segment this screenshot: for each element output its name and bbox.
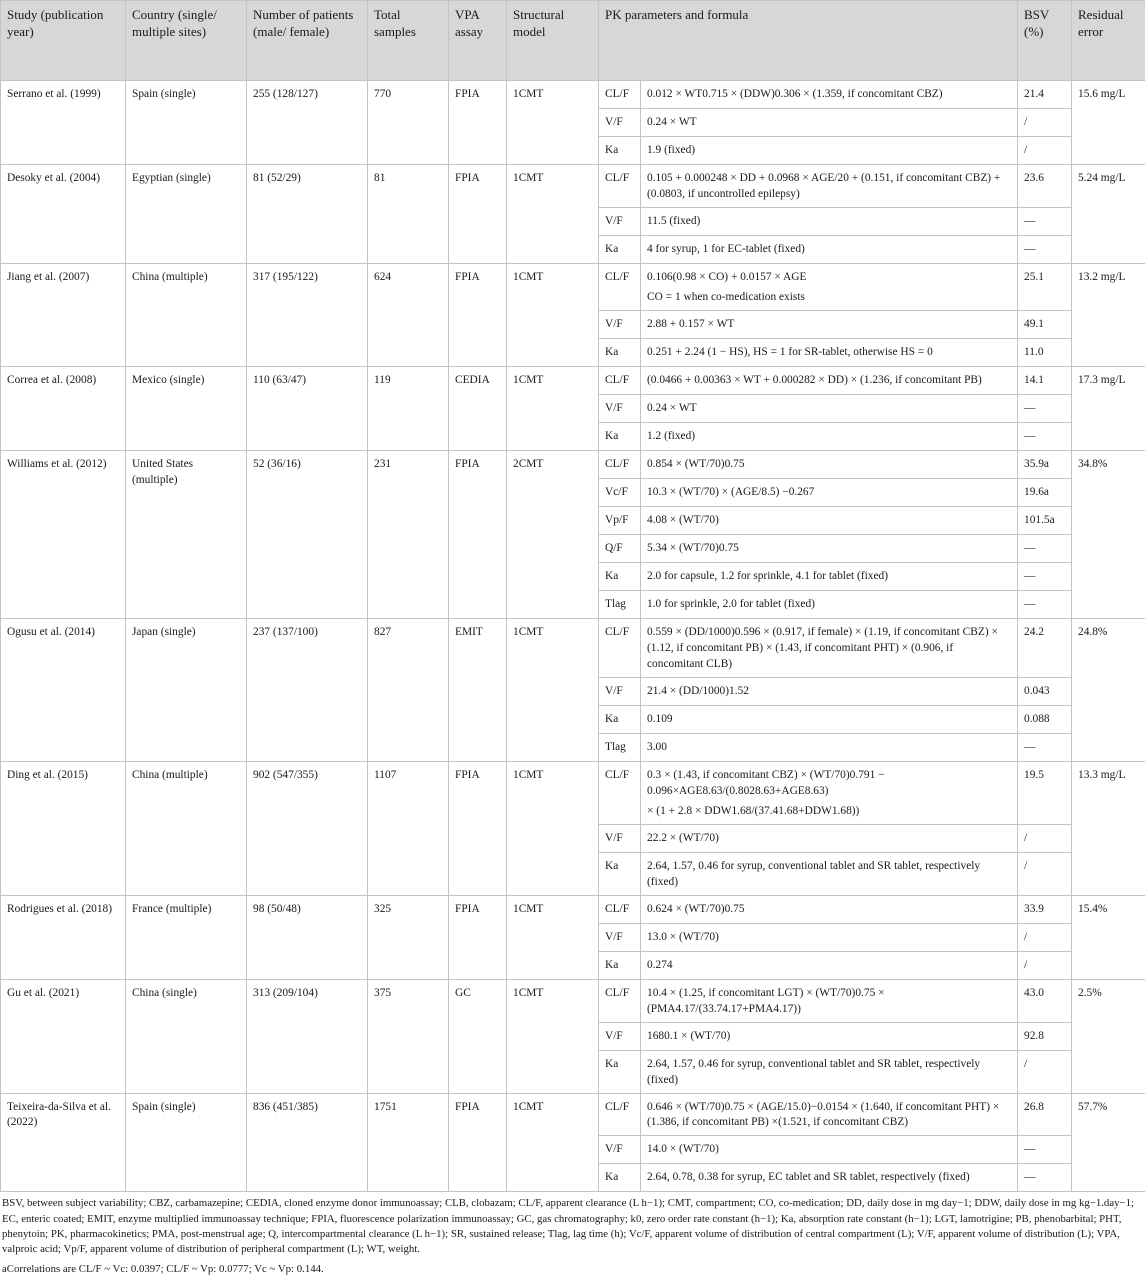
bsv-cell: 35.9a <box>1018 450 1072 478</box>
parameter-cell: V/F <box>599 824 641 852</box>
bsv-cell: — <box>1018 235 1072 263</box>
formula-text: 2.64, 1.57, 0.46 for syrup, conventional tablet and SR tablet, respectively (fixed) <box>647 1057 1011 1089</box>
model-cell: 1CMT <box>507 761 599 895</box>
header-assay: VPA assay <box>449 1 507 81</box>
patients-cell: 317 (195/122) <box>247 263 368 366</box>
bsv-cell: 21.4 <box>1018 81 1072 109</box>
bsv-cell: 101.5a <box>1018 506 1072 534</box>
formula-text: (0.0466 + 0.00363 × WT + 0.000282 × DD) × (1.236, if concomitant PB) <box>647 373 1011 389</box>
formula-text-continued: CO = 1 when co-medication exists <box>647 290 1011 306</box>
bsv-cell: / <box>1018 852 1072 895</box>
samples-cell: 375 <box>368 979 449 1093</box>
formula-cell <box>641 951 1018 979</box>
formula-text: 0.109 <box>647 712 1011 728</box>
residual-error-cell: 57.7% <box>1072 1093 1145 1192</box>
formula-cell <box>641 81 1018 109</box>
bsv-cell: 19.5 <box>1018 761 1072 824</box>
parameter-cell: CL/F <box>599 450 641 478</box>
residual-error-cell: 13.3 mg/L <box>1072 761 1145 895</box>
correlations-note: aCorrelations are CL/F ~ Vc: 0.0397; CL/F ~ Vp: 0.0777; Vc ~ Vp: 0.144. <box>2 1262 1143 1277</box>
formula-cell <box>641 824 1018 852</box>
bsv-cell: — <box>1018 422 1072 450</box>
table-row <box>1 366 1145 394</box>
bsv-cell: — <box>1018 394 1072 422</box>
residual-error-cell: 5.24 mg/L <box>1072 165 1145 264</box>
country-cell: Spain (single) <box>126 81 247 165</box>
parameter-cell: Q/F <box>599 534 641 562</box>
parameter-cell: CL/F <box>599 895 641 923</box>
bsv-cell: — <box>1018 1164 1072 1192</box>
formula-cell <box>641 235 1018 263</box>
formula-text: 0.106(0.98 × CO) + 0.0157 × AGE <box>647 270 1011 286</box>
country-cell: China (multiple) <box>126 263 247 366</box>
parameter-cell: CL/F <box>599 979 641 1022</box>
formula-text: 0.24 × WT <box>647 115 1011 131</box>
formula-cell <box>641 677 1018 705</box>
formula-text: 0.274 <box>647 958 1011 974</box>
parameter-cell: Ka <box>599 1050 641 1093</box>
header-patients: Number of patients (male/ female) <box>247 1 368 81</box>
formula-text: 0.559 × (DD/1000)0.596 × (0.917, if female) × (1.19, if concomitant CBZ) × (1.12, if concomitant PB) × (1.43, if concomitant PHT) × (0.906, if concomitant CLB) <box>647 625 1011 673</box>
formula-cell <box>641 534 1018 562</box>
bsv-cell: 23.6 <box>1018 165 1072 208</box>
bsv-cell: 25.1 <box>1018 263 1072 310</box>
formula-cell <box>641 422 1018 450</box>
table-row <box>1 165 1145 208</box>
formula-cell <box>641 618 1018 677</box>
formula-text: 4 for syrup, 1 for EC-tablet (fixed) <box>647 242 1011 258</box>
model-cell: 1CMT <box>507 618 599 761</box>
parameter-cell: V/F <box>599 310 641 338</box>
study-cell: Ogusu et al. (2014) <box>1 618 126 761</box>
residual-error-cell: 15.6 mg/L <box>1072 81 1145 165</box>
country-cell: Mexico (single) <box>126 366 247 450</box>
country-cell: Spain (single) <box>126 1093 247 1192</box>
formula-text: 0.624 × (WT/70)0.75 <box>647 902 1011 918</box>
parameter-cell: Ka <box>599 852 641 895</box>
patients-cell: 836 (451/385) <box>247 1093 368 1192</box>
bsv-cell: 24.2 <box>1018 618 1072 677</box>
parameter-cell: CL/F <box>599 761 641 824</box>
bsv-cell: / <box>1018 923 1072 951</box>
bsv-cell: 43.0 <box>1018 979 1072 1022</box>
samples-cell: 1107 <box>368 761 449 895</box>
formula-cell <box>641 852 1018 895</box>
residual-error-cell: 17.3 mg/L <box>1072 366 1145 450</box>
assay-cell: FPIA <box>449 1093 507 1192</box>
parameter-cell: Tlag <box>599 733 641 761</box>
parameter-cell: V/F <box>599 923 641 951</box>
table-body <box>1 81 1145 1192</box>
parameter-cell: Tlag <box>599 590 641 618</box>
model-cell: 1CMT <box>507 895 599 979</box>
patients-cell: 313 (209/104) <box>247 979 368 1093</box>
study-cell: Williams et al. (2012) <box>1 450 126 618</box>
bsv-cell: 0.043 <box>1018 677 1072 705</box>
table-row <box>1 979 1145 1022</box>
study-cell: Ding et al. (2015) <box>1 761 126 895</box>
parameter-cell: Ka <box>599 562 641 590</box>
header-bsv: BSV (%) <box>1018 1 1072 81</box>
formula-text-continued: × (1 + 2.8 × DDW1.68/(37.41.68+DDW1.68)) <box>647 804 1011 820</box>
formula-cell <box>641 207 1018 235</box>
parameter-cell: V/F <box>599 394 641 422</box>
formula-text: 0.3 × (1.43, if concomitant CBZ) × (WT/70)0.791 − 0.096×AGE8.63/(0.8028.63+AGE8.63) <box>647 768 1011 800</box>
model-cell: 1CMT <box>507 263 599 366</box>
bsv-cell: — <box>1018 562 1072 590</box>
bsv-cell: 11.0 <box>1018 338 1072 366</box>
residual-error-cell: 15.4% <box>1072 895 1145 979</box>
residual-error-cell: 2.5% <box>1072 979 1145 1093</box>
study-cell: Correa et al. (2008) <box>1 366 126 450</box>
model-cell: 2CMT <box>507 450 599 618</box>
bsv-cell: / <box>1018 1050 1072 1093</box>
bsv-cell: / <box>1018 824 1072 852</box>
formula-cell <box>641 562 1018 590</box>
header-samples: Total samples <box>368 1 449 81</box>
parameter-cell: Ka <box>599 422 641 450</box>
formula-cell <box>641 137 1018 165</box>
parameter-cell: Ka <box>599 235 641 263</box>
bsv-cell: 19.6a <box>1018 478 1072 506</box>
study-cell: Rodrigues et al. (2018) <box>1 895 126 979</box>
parameter-cell: Ka <box>599 705 641 733</box>
assay-cell: FPIA <box>449 165 507 264</box>
header-residual: Residual error <box>1072 1 1145 81</box>
patients-cell: 902 (547/355) <box>247 761 368 895</box>
samples-cell: 624 <box>368 263 449 366</box>
country-cell: France (multiple) <box>126 895 247 979</box>
assay-cell: GC <box>449 979 507 1093</box>
header-country: Country (single/ multiple sites) <box>126 1 247 81</box>
abbreviations-note: BSV, between subject variability; CBZ, carbamazepine; CEDIA, cloned enzyme donor immunoassay; CLB, clobazam; CL/F, apparent clearance (L h−1); CMT, compartment; CO, co-medication; DD, daily dose in mg day−1; DDW, daily dose in mg kg−1.day−1; EC, enteric coated; EMIT, enzyme multiplied immunoassay technique; FPIA, fluorescence polarization immunoassay; GC, gas chromatography; k0, zero order rate constant (h−1); Ka, absorption rate constant (h−1); LGT, lamotrigine; PB, phenobarbital; PHT, phenytoin; PK, pharmacokinetics; PMA, post-menstrual age; Q, intercompartmental clearance (L h−1); SR, sustained release; Tlag, lag time (h); Vc/F, apparent volume of distribution of central compartment (L); V/F, apparent volume of distribution (L); VPA, valproic acid; Vp/F, apparent volume of distribution of peripheral compartment (L); WT, weight. <box>2 1196 1143 1257</box>
bsv-cell: / <box>1018 137 1072 165</box>
samples-cell: 231 <box>368 450 449 618</box>
formula-cell <box>641 1164 1018 1192</box>
assay-cell: CEDIA <box>449 366 507 450</box>
parameter-cell: V/F <box>599 109 641 137</box>
formula-text: 3.00 <box>647 740 1011 756</box>
table-row <box>1 81 1145 109</box>
parameter-cell: Vc/F <box>599 478 641 506</box>
formula-cell <box>641 895 1018 923</box>
formula-text: 0.854 × (WT/70)0.75 <box>647 457 1011 473</box>
parameter-cell: V/F <box>599 1136 641 1164</box>
formula-text: 0.24 × WT <box>647 401 1011 417</box>
table-row <box>1 895 1145 923</box>
country-cell: United States (multiple) <box>126 450 247 618</box>
formula-text: 1.2 (fixed) <box>647 429 1011 445</box>
bsv-cell: 33.9 <box>1018 895 1072 923</box>
formula-text: 0.646 × (WT/70)0.75 × (AGE/15.0)−0.0154 × (1.640, if concomitant PHT) × (1.386, if concomitant PB) ×(1.521, if concomitant CBZ) <box>647 1100 1011 1132</box>
formula-text: 1.9 (fixed) <box>647 143 1011 159</box>
parameter-cell: Ka <box>599 951 641 979</box>
parameter-cell: CL/F <box>599 366 641 394</box>
formula-cell <box>641 923 1018 951</box>
patients-cell: 98 (50/48) <box>247 895 368 979</box>
patients-cell: 237 (137/100) <box>247 618 368 761</box>
formula-text: 2.64, 0.78, 0.38 for syrup, EC tablet and SR tablet, respectively (fixed) <box>647 1170 1011 1186</box>
country-cell: China (single) <box>126 979 247 1093</box>
assay-cell: FPIA <box>449 450 507 618</box>
table-row <box>1 450 1145 478</box>
formula-text: 21.4 × (DD/1000)1.52 <box>647 684 1011 700</box>
formula-cell <box>641 705 1018 733</box>
model-cell: 1CMT <box>507 979 599 1093</box>
samples-cell: 119 <box>368 366 449 450</box>
patients-cell: 81 (52/29) <box>247 165 368 264</box>
formula-text: 11.5 (fixed) <box>647 214 1011 230</box>
formula-text: 2.0 for capsule, 1.2 for sprinkle, 4.1 for tablet (fixed) <box>647 569 1011 585</box>
formula-cell <box>641 1050 1018 1093</box>
bsv-cell: — <box>1018 1136 1072 1164</box>
bsv-cell: 92.8 <box>1018 1022 1072 1050</box>
formula-text: 2.64, 1.57, 0.46 for syrup, conventional tablet and SR tablet, respectively (fixed) <box>647 859 1011 891</box>
formula-text: 1.0 for sprinkle, 2.0 for tablet (fixed) <box>647 597 1011 613</box>
formula-text: 10.3 × (WT/70) × (AGE/8.5) −0.267 <box>647 485 1011 501</box>
table-row <box>1 761 1145 824</box>
samples-cell: 1751 <box>368 1093 449 1192</box>
assay-cell: FPIA <box>449 895 507 979</box>
bsv-cell: 0.088 <box>1018 705 1072 733</box>
formula-cell <box>641 263 1018 310</box>
bsv-cell: — <box>1018 534 1072 562</box>
formula-cell <box>641 506 1018 534</box>
formula-cell <box>641 366 1018 394</box>
parameter-cell: CL/F <box>599 1093 641 1136</box>
samples-cell: 325 <box>368 895 449 979</box>
model-cell: 1CMT <box>507 81 599 165</box>
residual-error-cell: 24.8% <box>1072 618 1145 761</box>
formula-text: 22.2 × (WT/70) <box>647 831 1011 847</box>
parameter-cell: CL/F <box>599 165 641 208</box>
header-row <box>1 1 1145 81</box>
samples-cell: 827 <box>368 618 449 761</box>
formula-text: 0.105 + 0.000248 × DD + 0.0968 × AGE/20 + (0.151, if concomitant CBZ) + (0.0803, if uncontrolled epilepsy) <box>647 171 1011 203</box>
bsv-cell: 26.8 <box>1018 1093 1072 1136</box>
formula-text: 10.4 × (1.25, if concomitant LGT) × (WT/70)0.75 × (PMA4.17/(33.74.17+PMA4.17)) <box>647 986 1011 1018</box>
bsv-cell: — <box>1018 733 1072 761</box>
formula-cell <box>641 478 1018 506</box>
bsv-cell: 14.1 <box>1018 366 1072 394</box>
formula-cell <box>641 590 1018 618</box>
model-cell: 1CMT <box>507 366 599 450</box>
residual-error-cell: 34.8% <box>1072 450 1145 618</box>
parameter-cell: CL/F <box>599 81 641 109</box>
bsv-cell: — <box>1018 207 1072 235</box>
assay-cell: FPIA <box>449 81 507 165</box>
header-model: Structural model <box>507 1 599 81</box>
formula-cell <box>641 979 1018 1022</box>
table-footnotes <box>0 1192 1145 1277</box>
table-row <box>1 1093 1145 1136</box>
country-cell: Egyptian (single) <box>126 165 247 264</box>
header-study: Study (publication year) <box>1 1 126 81</box>
formula-cell <box>641 109 1018 137</box>
study-cell: Jiang et al. (2007) <box>1 263 126 366</box>
residual-error-cell: 13.2 mg/L <box>1072 263 1145 366</box>
formula-text: 0.012 × WT0.715 × (DDW)0.306 × (1.359, if concomitant CBZ) <box>647 87 1011 103</box>
assay-cell: FPIA <box>449 263 507 366</box>
assay-cell: FPIA <box>449 761 507 895</box>
formula-text: 4.08 × (WT/70) <box>647 513 1011 529</box>
formula-cell <box>641 1136 1018 1164</box>
parameter-cell: V/F <box>599 207 641 235</box>
bsv-cell: / <box>1018 109 1072 137</box>
patients-cell: 255 (128/127) <box>247 81 368 165</box>
table-row <box>1 618 1145 677</box>
formula-cell <box>641 310 1018 338</box>
bsv-cell: — <box>1018 590 1072 618</box>
study-cell: Desoky et al. (2004) <box>1 165 126 264</box>
table-row <box>1 263 1145 310</box>
country-cell: China (multiple) <box>126 761 247 895</box>
parameter-cell: V/F <box>599 677 641 705</box>
parameter-cell: Ka <box>599 1164 641 1192</box>
country-cell: Japan (single) <box>126 618 247 761</box>
formula-cell <box>641 165 1018 208</box>
model-cell: 1CMT <box>507 165 599 264</box>
bsv-cell: 49.1 <box>1018 310 1072 338</box>
formula-cell <box>641 338 1018 366</box>
bsv-cell: / <box>1018 951 1072 979</box>
formula-cell <box>641 450 1018 478</box>
parameter-cell: Ka <box>599 338 641 366</box>
formula-text: 1680.1 × (WT/70) <box>647 1029 1011 1045</box>
formula-cell <box>641 733 1018 761</box>
formula-text: 0.251 + 2.24 (1 − HS), HS = 1 for SR-tablet, otherwise HS = 0 <box>647 345 1011 361</box>
parameter-cell: Vp/F <box>599 506 641 534</box>
study-cell: Serrano et al. (1999) <box>1 81 126 165</box>
parameter-cell: CL/F <box>599 618 641 677</box>
formula-text: 5.34 × (WT/70)0.75 <box>647 541 1011 557</box>
samples-cell: 770 <box>368 81 449 165</box>
formula-cell <box>641 394 1018 422</box>
study-cell: Gu et al. (2021) <box>1 979 126 1093</box>
formula-text: 13.0 × (WT/70) <box>647 930 1011 946</box>
formula-cell <box>641 1022 1018 1050</box>
patients-cell: 110 (63/47) <box>247 366 368 450</box>
study-cell: Teixeira-da-Silva et al. (2022) <box>1 1093 126 1192</box>
header-pk-formula: PK parameters and formula <box>599 1 1018 81</box>
formula-cell <box>641 761 1018 824</box>
patients-cell: 52 (36/16) <box>247 450 368 618</box>
parameter-cell: CL/F <box>599 263 641 310</box>
parameter-cell: V/F <box>599 1022 641 1050</box>
model-cell: 1CMT <box>507 1093 599 1192</box>
samples-cell: 81 <box>368 165 449 264</box>
parameter-cell: Ka <box>599 137 641 165</box>
formula-cell <box>641 1093 1018 1136</box>
assay-cell: EMIT <box>449 618 507 761</box>
formula-text: 2.88 + 0.157 × WT <box>647 317 1011 333</box>
formula-text: 14.0 × (WT/70) <box>647 1142 1011 1158</box>
